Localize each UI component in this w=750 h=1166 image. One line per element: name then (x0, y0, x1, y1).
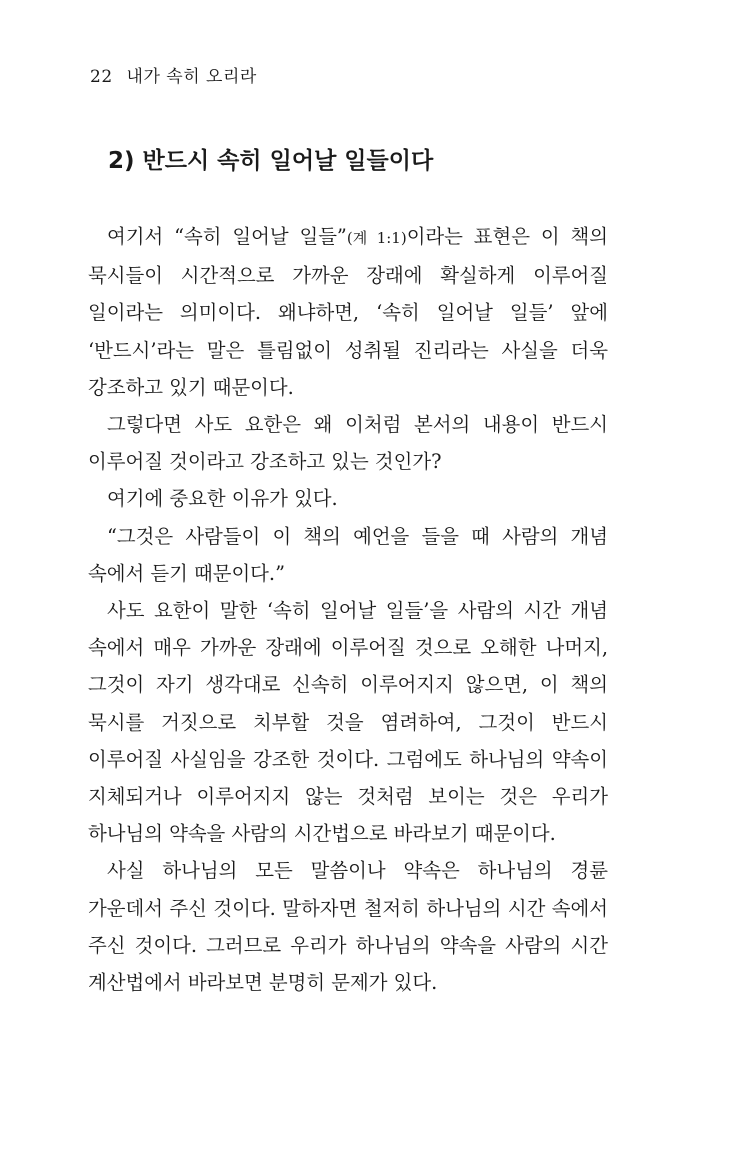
book-title: 내가 속히 오리라 (126, 67, 257, 87)
section-title: 2) 반드시 속히 일어날 일들이다 (108, 148, 434, 174)
body-text (88, 218, 608, 1001)
paragraph-1 (88, 218, 608, 406)
paragraph-1-text-b: 이라는 표현은 이 책의 묵시들이 시간적으로 가까운 장래에 확실하게 이루어질 일이라는 의미이다. 왜냐하면, ‘속히 일어날 일들’ 앞에 ‘반드시’라는 말은 틀림없이 성취될 진리라는 사실을 더욱 강조하고 있기 때문이다. (88, 225, 608, 399)
paragraph-4-quote: “그것은 사람들이 이 책의 예언을 들을 때 사람의 개념 속에서 듣기 때문이다.” (88, 524, 608, 585)
paragraph-6: 사실 하나님의 모든 말씀이나 약속은 하나님의 경륜 가운데서 주신 것이다. 말하자면 철저히 하나님의 시간 속에서 주신 것이다. 그러므로 우리가 하나님의 약속을 사람의 시간 계산법에서 바라보면 분명히 문제가 있다. (88, 859, 608, 995)
paragraph-3: 여기에 중요한 이유가 있다. (107, 487, 338, 511)
paragraph-5: 사도 요한이 말한 ‘속히 일어날 일들’을 사람의 시간 개념 속에서 매우 가까운 장래에 이루어질 것으로 오해한 나머지, 그것이 자기 생각대로 신속히 이루어지지 않으면, 이 책의 묵시를 거짓으로 치부할 것을 염려하여, 그것이 반드시 이루어질 사실임을 강조한 것이다. 그럼에도 하나님의 약속이 지체되거나 이루어지지 않는 것처럼 보이는 것은 우리가 하나님의 약속을 사람의 시간법으로 바라보기 때문이다. (88, 599, 608, 846)
paragraph-1-text-a: 여기서 “속히 일어날 일들” (107, 225, 347, 248)
page-number: 22 (90, 67, 113, 87)
paragraph-2: 그렇다면 사도 요한은 왜 이처럼 본서의 내용이 반드시 이루어질 것이라고 강조하고 있는 것인가? (88, 413, 608, 474)
running-header (90, 62, 257, 87)
scripture-reference: (계 1:1) (346, 229, 407, 247)
